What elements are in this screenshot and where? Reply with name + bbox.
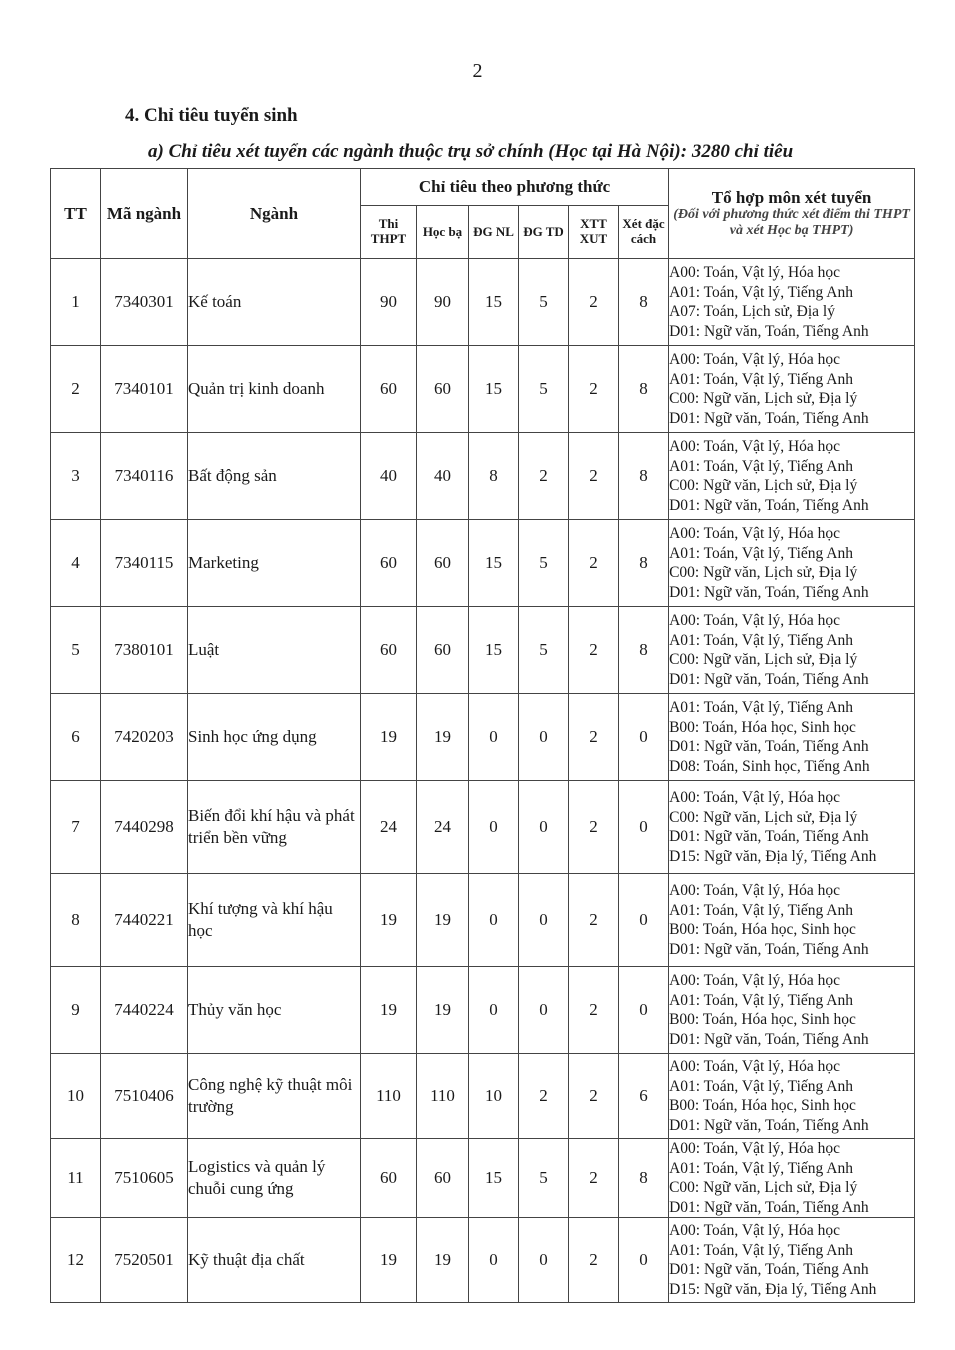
table-row: [51, 694, 915, 781]
row-thpt: 60: [361, 1139, 417, 1218]
table-row: [51, 259, 915, 346]
row-dgtd: 0: [519, 967, 569, 1054]
combo-line: A01: Toán, Vật lý, Tiếng Anh: [669, 991, 853, 1009]
row-dgtd: 0: [519, 1218, 569, 1303]
row-thpt: 110: [361, 1054, 417, 1139]
combo-line: A00: Toán, Vật lý, Hóa học: [669, 438, 841, 455]
table-row: [51, 1218, 915, 1303]
table-row: [51, 1054, 915, 1139]
combo-line: A00: Toán, Vật lý, Hóa học: [669, 351, 841, 368]
row-xtt: 2: [569, 1054, 619, 1139]
row-dgtd: 5: [519, 607, 569, 694]
subtitle: a) Chỉ tiêu xét tuyển các ngành thuộc trụ sở chính (Học tại Hà Nội): 3280 chỉ tiêu: [148, 141, 794, 162]
row-dgtd: 0: [519, 874, 569, 967]
row-hocba: 19: [417, 694, 469, 781]
row-tt: 5: [51, 607, 101, 694]
row-dgtd: 5: [519, 346, 569, 433]
row-combos: [669, 967, 915, 1054]
combo-line: C00: Ngữ văn, Lịch sử, Địa lý: [669, 808, 858, 826]
table-row: [51, 520, 915, 607]
combo-line: A00: Toán, Vật lý, Hóa học: [669, 612, 841, 629]
combo-line: A00: Toán, Vật lý, Hóa học: [669, 264, 841, 281]
table-row: [51, 607, 915, 694]
combo-line: D01: Ngữ văn, Toán, Tiếng Anh: [669, 1198, 869, 1216]
row-major: Marketing: [188, 520, 361, 607]
row-dgtd: 0: [519, 694, 569, 781]
combo-line: C00: Ngữ văn, Lịch sử, Địa lý: [669, 651, 858, 668]
combo-line: A00: Toán, Vật lý, Hóa học: [669, 525, 841, 542]
row-code: 7340101: [101, 346, 188, 433]
header-method-thpt: Thi THPT: [361, 206, 417, 259]
row-thpt: 19: [361, 1218, 417, 1303]
header-code: Mã ngành: [101, 169, 188, 259]
row-dgnl: 0: [469, 967, 519, 1054]
row-hocba: 40: [417, 433, 469, 520]
row-dgtd: 0: [519, 781, 569, 874]
table-row: [51, 967, 915, 1054]
table-row: [51, 346, 915, 433]
row-major: Thủy văn học: [188, 967, 361, 1054]
row-tt: 1: [51, 259, 101, 346]
row-thpt: 90: [361, 259, 417, 346]
row-xtt: 2: [569, 433, 619, 520]
combo-line: D01: Ngữ văn, Toán, Tiếng Anh: [669, 583, 869, 601]
row-xetdac: 0: [619, 694, 669, 781]
combo-line: A00: Toán, Vật lý, Hóa học: [669, 972, 841, 989]
row-dgnl: 0: [469, 1218, 519, 1303]
row-xetdac: 0: [619, 781, 669, 874]
row-thpt: 24: [361, 781, 417, 874]
combo-line: A00: Toán, Vật lý, Hóa học: [669, 1222, 841, 1239]
row-hocba: 19: [417, 967, 469, 1054]
row-xetdac: 8: [619, 607, 669, 694]
row-combos: [669, 874, 915, 967]
row-dgnl: 15: [469, 1139, 519, 1218]
row-dgnl: 15: [469, 520, 519, 607]
row-tt: 10: [51, 1054, 101, 1139]
row-dgtd: 5: [519, 1139, 569, 1218]
header-combos-note: (Đối với phương thức xét điểm thi THPT và xét Học bạ THPT): [673, 207, 910, 239]
row-code: 7510605: [101, 1139, 188, 1218]
row-dgnl: 15: [469, 259, 519, 346]
row-xetdac: 6: [619, 1054, 669, 1139]
row-xtt: 2: [569, 967, 619, 1054]
combo-line: A00: Toán, Vật lý, Hóa học: [669, 1140, 841, 1157]
combo-line: D15: Ngữ văn, Địa lý, Tiếng Anh: [669, 1280, 877, 1298]
row-xtt: 2: [569, 259, 619, 346]
combo-line: B00: Toán, Hóa học, Sinh học: [669, 921, 856, 938]
combo-line: D01: Ngữ văn, Toán, Tiếng Anh: [669, 496, 869, 514]
row-dgnl: 15: [469, 346, 519, 433]
row-thpt: 19: [361, 694, 417, 781]
row-dgnl: 15: [469, 607, 519, 694]
row-combos: [669, 259, 915, 346]
row-code: 7420203: [101, 694, 188, 781]
row-dgnl: 0: [469, 694, 519, 781]
row-code: 7340301: [101, 259, 188, 346]
combo-line: A00: Toán, Vật lý, Hóa học: [669, 882, 841, 899]
combo-line: A01: Toán, Vật lý, Tiếng Anh: [669, 283, 853, 301]
row-thpt: 60: [361, 607, 417, 694]
row-thpt: 40: [361, 433, 417, 520]
row-tt: 12: [51, 1218, 101, 1303]
combo-line: D08: Toán, Sinh học, Tiếng Anh: [669, 757, 870, 775]
row-tt: 7: [51, 781, 101, 874]
header-method-xetdac: Xét đặc cách: [619, 206, 669, 259]
table-row: [51, 781, 915, 874]
row-combos: [669, 520, 915, 607]
row-hocba: 90: [417, 259, 469, 346]
row-hocba: 60: [417, 346, 469, 433]
row-xtt: 2: [569, 694, 619, 781]
combo-line: D01: Ngữ văn, Toán, Tiếng Anh: [669, 409, 869, 427]
row-major: Khí tượng và khí hậu học: [188, 874, 361, 967]
row-code: 7520501: [101, 1218, 188, 1303]
combo-line: C00: Ngữ văn, Lịch sử, Địa lý: [669, 564, 858, 581]
combo-line: D01: Ngữ văn, Toán, Tiếng Anh: [669, 670, 869, 688]
combo-line: A01: Toán, Vật lý, Tiếng Anh: [669, 1077, 853, 1095]
row-combos: [669, 1139, 915, 1218]
header-method-dgtd: ĐG TD: [519, 206, 569, 259]
row-major: Quản trị kinh doanh: [188, 346, 361, 433]
combo-line: D01: Ngữ văn, Toán, Tiếng Anh: [669, 828, 869, 845]
header-major: Ngành: [188, 169, 361, 259]
row-major: Sinh học ứng dụng: [188, 694, 361, 781]
row-major: Biến đổi khí hậu và phát triển bền vững: [188, 781, 361, 874]
combo-line: A07: Toán, Lịch sử, Địa lý: [669, 303, 835, 320]
row-dgnl: 10: [469, 1054, 519, 1139]
row-xetdac: 0: [619, 967, 669, 1054]
combo-line: D15: Ngữ văn, Địa lý, Tiếng Anh: [669, 847, 877, 865]
row-xetdac: 8: [619, 520, 669, 607]
section-title: 4. Chỉ tiêu tuyển sinh: [125, 105, 298, 126]
combo-line: B00: Toán, Hóa học, Sinh học: [669, 1011, 856, 1028]
combo-line: A01: Toán, Vật lý, Tiếng Anh: [669, 631, 853, 649]
row-thpt: 19: [361, 874, 417, 967]
header-combos-title: Tổ hợp môn xét tuyển: [711, 187, 872, 207]
table-row: [51, 874, 915, 967]
row-major: Công nghệ kỹ thuật môi trường: [188, 1054, 361, 1139]
page-number: 2: [472, 60, 483, 82]
combo-line: A01: Toán, Vật lý, Tiếng Anh: [669, 1159, 853, 1177]
row-hocba: 60: [417, 1139, 469, 1218]
table-row: [51, 1139, 915, 1218]
combo-line: B00: Toán, Hóa học, Sinh học: [669, 1097, 856, 1114]
row-xetdac: 8: [619, 433, 669, 520]
row-major: Bất động sản: [188, 433, 361, 520]
combo-line: A01: Toán, Vật lý, Tiếng Anh: [669, 699, 853, 716]
row-hocba: 60: [417, 520, 469, 607]
row-code: 7380101: [101, 607, 188, 694]
row-dgtd: 5: [519, 520, 569, 607]
combo-line: D01: Ngữ văn, Toán, Tiếng Anh: [669, 1261, 869, 1278]
row-major: Logistics và quản lý chuỗi cung ứng: [188, 1139, 361, 1218]
row-combos: [669, 433, 915, 520]
combo-line: A00: Toán, Vật lý, Hóa học: [669, 1058, 841, 1075]
row-code: 7510406: [101, 1054, 188, 1139]
row-xetdac: 8: [619, 346, 669, 433]
row-code: 7440224: [101, 967, 188, 1054]
row-hocba: 19: [417, 1218, 469, 1303]
combo-line: B00: Toán, Hóa học, Sinh học: [669, 718, 856, 736]
table-row: [51, 433, 915, 520]
row-xtt: 2: [569, 346, 619, 433]
row-tt: 9: [51, 967, 101, 1054]
row-major: Kế toán: [188, 259, 361, 346]
row-major: Kỹ thuật địa chất: [188, 1218, 361, 1303]
row-tt: 3: [51, 433, 101, 520]
row-thpt: 19: [361, 967, 417, 1054]
combo-line: C00: Ngữ văn, Lịch sử, Địa lý: [669, 1179, 858, 1196]
row-xetdac: 0: [619, 1218, 669, 1303]
row-combos: [669, 1218, 915, 1303]
row-tt: 11: [51, 1139, 101, 1218]
row-code: 7440298: [101, 781, 188, 874]
combo-line: D01: Ngữ văn, Toán, Tiếng Anh: [669, 940, 869, 958]
combo-line: C00: Ngữ văn, Lịch sử, Địa lý: [669, 390, 858, 407]
row-code: 7340115: [101, 520, 188, 607]
row-thpt: 60: [361, 520, 417, 607]
row-hocba: 19: [417, 874, 469, 967]
row-code: 7340116: [101, 433, 188, 520]
row-xetdac: 0: [619, 874, 669, 967]
row-dgnl: 0: [469, 874, 519, 967]
admission-quota-table: [50, 168, 915, 1303]
combo-line: A01: Toán, Vật lý, Tiếng Anh: [669, 901, 853, 919]
combo-line: D01: Ngữ văn, Toán, Tiếng Anh: [669, 1030, 869, 1048]
row-combos: [669, 607, 915, 694]
row-tt: 4: [51, 520, 101, 607]
row-tt: 2: [51, 346, 101, 433]
header-method-xtt: XTT XUT: [569, 206, 619, 259]
combo-line: A01: Toán, Vật lý, Tiếng Anh: [669, 370, 853, 388]
row-hocba: 24: [417, 781, 469, 874]
combo-line: A01: Toán, Vật lý, Tiếng Anh: [669, 544, 853, 562]
header-combos: [669, 169, 915, 259]
row-xtt: 2: [569, 607, 619, 694]
row-xtt: 2: [569, 520, 619, 607]
row-xtt: 2: [569, 874, 619, 967]
row-dgnl: 0: [469, 781, 519, 874]
header-tt: TT: [51, 169, 101, 259]
combo-line: D01: Ngữ văn, Toán, Tiếng Anh: [669, 322, 869, 340]
combo-line: C00: Ngữ văn, Lịch sử, Địa lý: [669, 477, 858, 494]
row-xtt: 2: [569, 781, 619, 874]
row-tt: 8: [51, 874, 101, 967]
row-tt: 6: [51, 694, 101, 781]
header-method-dgnl: ĐG NL: [469, 206, 519, 259]
row-xtt: 2: [569, 1139, 619, 1218]
header-method-hocba: Học bạ: [417, 206, 469, 259]
row-combos: [669, 346, 915, 433]
combo-line: A01: Toán, Vật lý, Tiếng Anh: [669, 1241, 853, 1259]
combo-line: D01: Ngữ văn, Toán, Tiếng Anh: [669, 1116, 869, 1134]
row-hocba: 110: [417, 1054, 469, 1139]
row-dgnl: 8: [469, 433, 519, 520]
row-major: Luật: [188, 607, 361, 694]
row-dgtd: 2: [519, 433, 569, 520]
row-combos: [669, 694, 915, 781]
combo-line: A00: Toán, Vật lý, Hóa học: [669, 789, 841, 806]
row-hocba: 60: [417, 607, 469, 694]
combo-line: A01: Toán, Vật lý, Tiếng Anh: [669, 457, 853, 475]
header-methods-group: Chỉ tiêu theo phương thức: [361, 169, 669, 206]
row-xetdac: 8: [619, 259, 669, 346]
row-xtt: 2: [569, 1218, 619, 1303]
row-xetdac: 8: [619, 1139, 669, 1218]
row-thpt: 60: [361, 346, 417, 433]
row-code: 7440221: [101, 874, 188, 967]
row-combos: [669, 1054, 915, 1139]
row-combos: [669, 781, 915, 874]
combo-line: D01: Ngữ văn, Toán, Tiếng Anh: [669, 738, 869, 755]
row-dgtd: 2: [519, 1054, 569, 1139]
row-dgtd: 5: [519, 259, 569, 346]
